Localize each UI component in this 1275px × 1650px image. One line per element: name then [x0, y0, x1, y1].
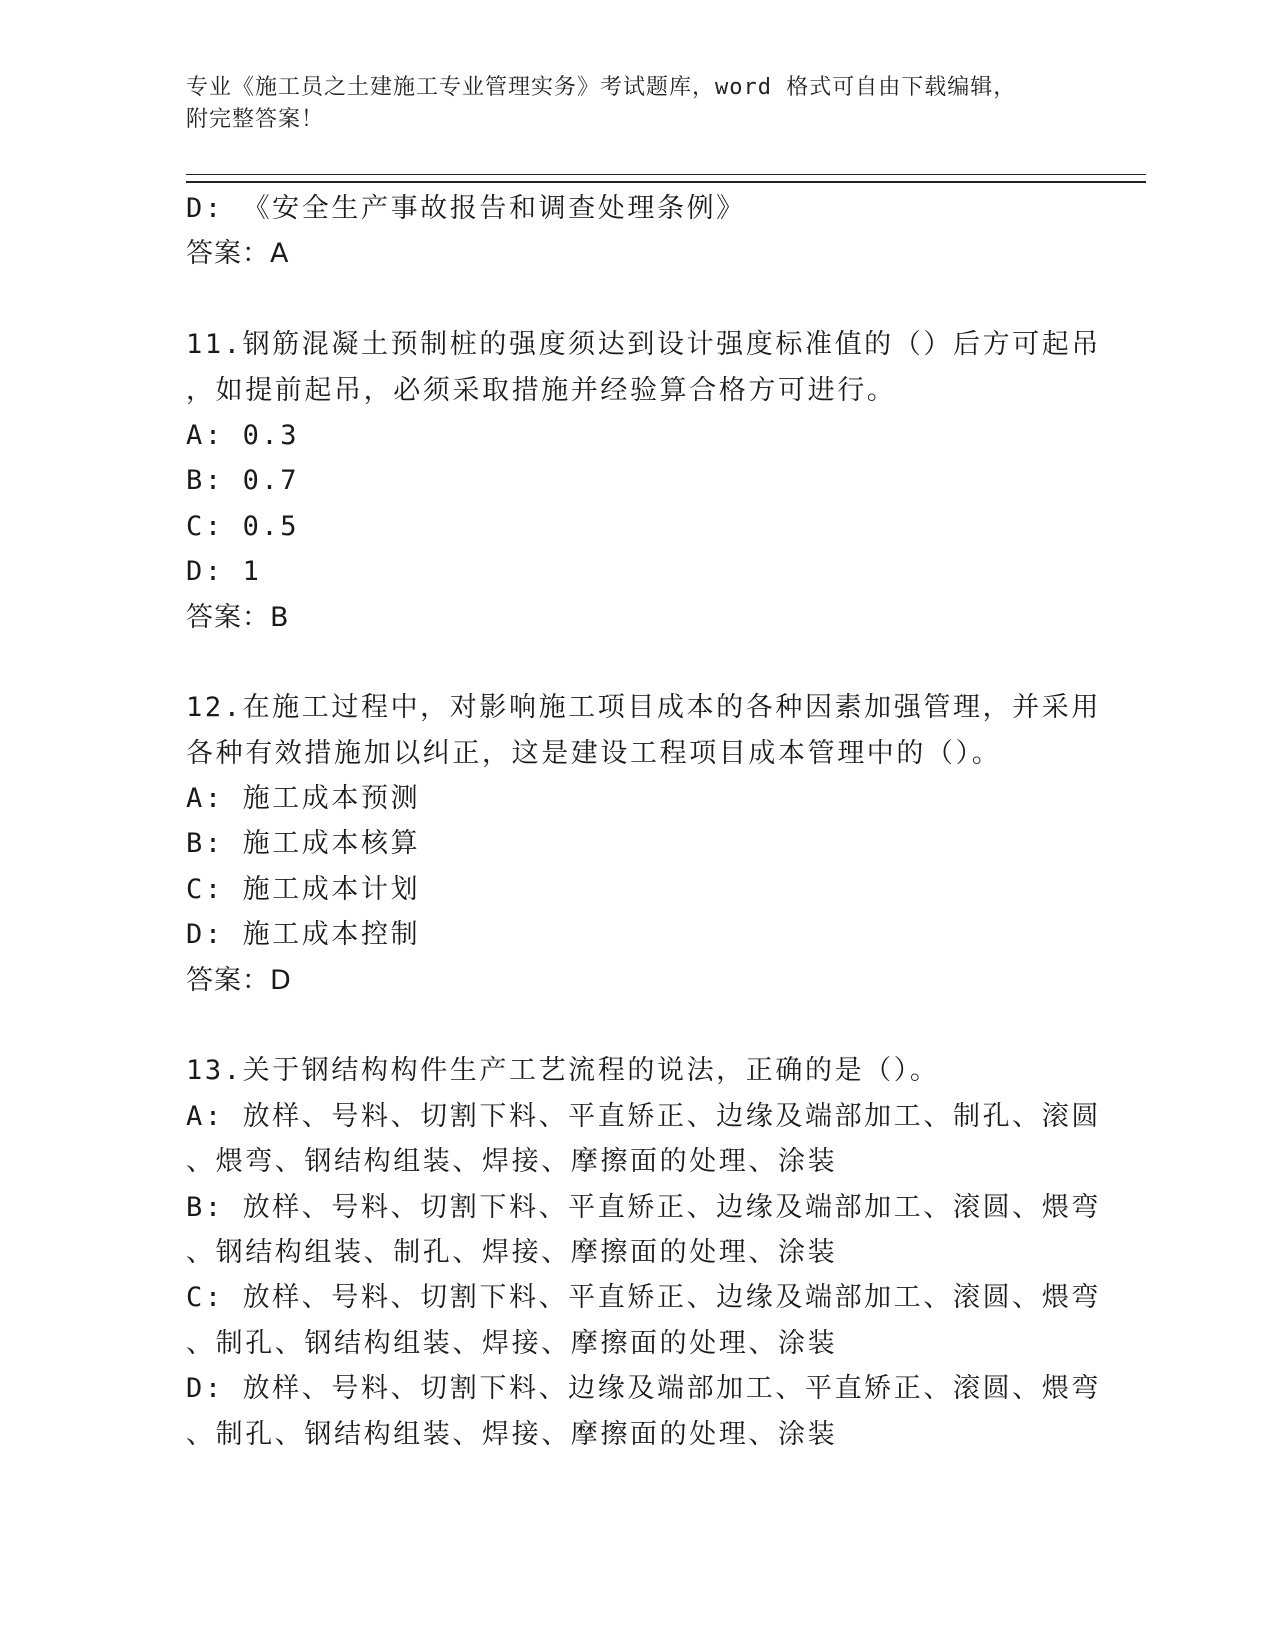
page-header — [186, 72, 1106, 136]
spacer — [186, 1003, 1086, 1048]
q12-stem-line-2: 各种有效措施加以纠正，这是建设工程项目成本管理中的（）。 — [186, 737, 1002, 769]
prev-answer: 答案：A — [186, 238, 290, 270]
spacer — [186, 640, 1086, 685]
spacer — [186, 277, 1086, 322]
q11-stem-line-1: 11.钢筋混凝土预制桩的强度须达到设计强度标准值的（）后方可起吊 — [186, 329, 1101, 361]
header-line-1: 专业《施工员之土建施工专业管理实务》考试题库，word 格式可自由下载编辑， — [186, 75, 1017, 100]
header-divider-thin — [186, 174, 1146, 175]
q12-option-b: B: 施工成本核算 — [186, 828, 421, 860]
q11-option-a: A: 0.3 — [186, 419, 300, 451]
q11-option-c: C: 0.5 — [186, 510, 300, 542]
q11-option-b: B: 0.7 — [186, 465, 300, 497]
q13-option-d-line-2: 、制孔、钢结构组装、焊接、摩擦面的处理、涂装 — [186, 1418, 838, 1450]
q11-option-d: D: 1 — [186, 556, 262, 588]
q13-option-b-line-1: B: 放样、号料、切割下料、平直矫正、边缘及端部加工、滚圆、煨弯 — [186, 1191, 1101, 1223]
q13-option-a-line-2: 、煨弯、钢结构组装、焊接、摩擦面的处理、涂装 — [186, 1146, 838, 1178]
q13-option-c-line-2: 、制孔、钢结构组装、焊接、摩擦面的处理、涂装 — [186, 1327, 838, 1359]
q12-option-c: C: 施工成本计划 — [186, 873, 421, 905]
q12-answer: 答案：D — [186, 964, 292, 996]
q13-option-c-line-1: C: 放样、号料、切割下料、平直矫正、边缘及端部加工、滚圆、煨弯 — [186, 1282, 1101, 1314]
q13-option-b-line-2: 、钢结构组装、制孔、焊接、摩擦面的处理、涂装 — [186, 1236, 838, 1268]
header-line-2: 附完整答案！ — [186, 107, 325, 132]
header-divider-thick — [186, 181, 1146, 183]
q11-stem-line-2: ，如提前起吊，必须采取措施并经验算合格方可进行。 — [186, 374, 897, 406]
q11-answer: 答案：B — [186, 601, 290, 633]
q13-option-a-line-1: A: 放样、号料、切割下料、平直矫正、边缘及端部加工、制孔、滚圆 — [186, 1100, 1101, 1132]
q13-stem-line-1: 13.关于钢结构构件生产工艺流程的说法，正确的是（）。 — [186, 1055, 940, 1087]
q12-stem-line-1: 12.在施工过程中，对影响施工项目成本的各种因素加强管理，并采用 — [186, 692, 1101, 724]
question-content — [186, 186, 1101, 1457]
q12-option-a: A: 施工成本预测 — [186, 783, 421, 815]
prev-option-d: D: 《安全生产事故报告和调查处理条例》 — [186, 193, 746, 224]
q12-option-d: D: 施工成本控制 — [186, 919, 421, 951]
q13-option-d-line-1: D: 放样、号料、切割下料、边缘及端部加工、平直矫正、滚圆、煨弯 — [186, 1373, 1101, 1405]
